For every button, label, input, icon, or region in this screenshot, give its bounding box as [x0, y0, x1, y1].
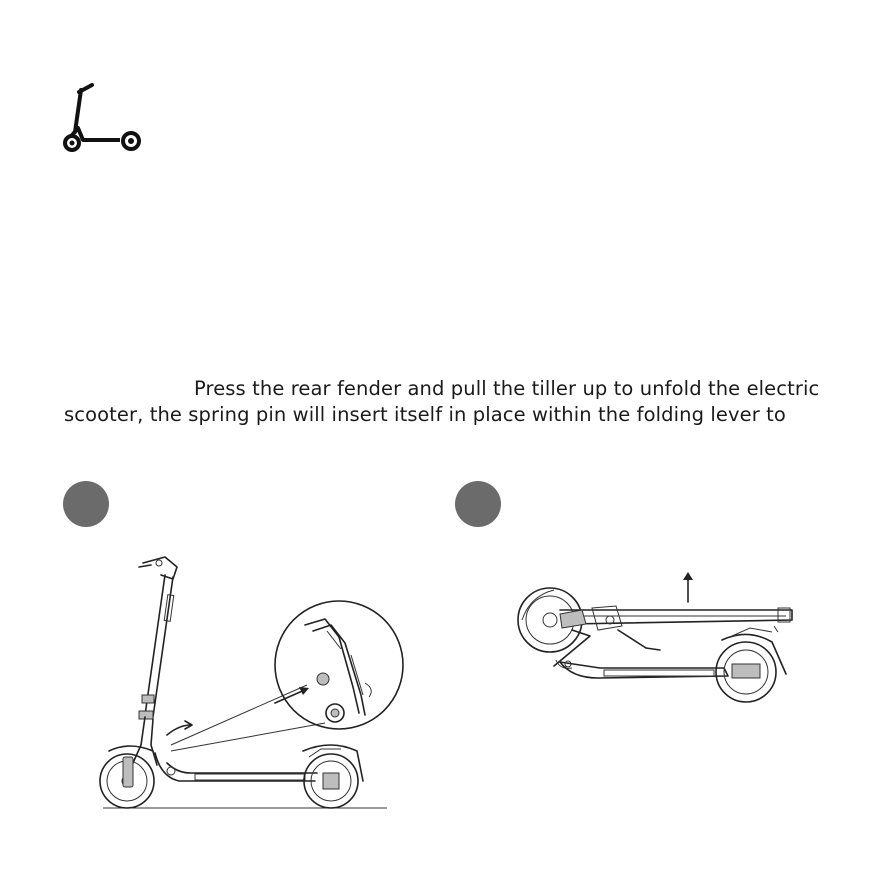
step-1-badge: [63, 481, 109, 527]
instruction-line-2: scooter, the spring pin will insert itself in place within the folding lever to: [64, 403, 786, 426]
instruction-line-1: Press the rear fender and pull the tiller up to unfold the electric: [194, 377, 820, 400]
instruction-text: [64, 376, 824, 428]
scooter-icon: [58, 80, 148, 156]
folded-scooter-illustration: [510, 570, 800, 710]
unfolded-scooter-illustration: [95, 545, 415, 820]
step-2-badge: [455, 481, 501, 527]
